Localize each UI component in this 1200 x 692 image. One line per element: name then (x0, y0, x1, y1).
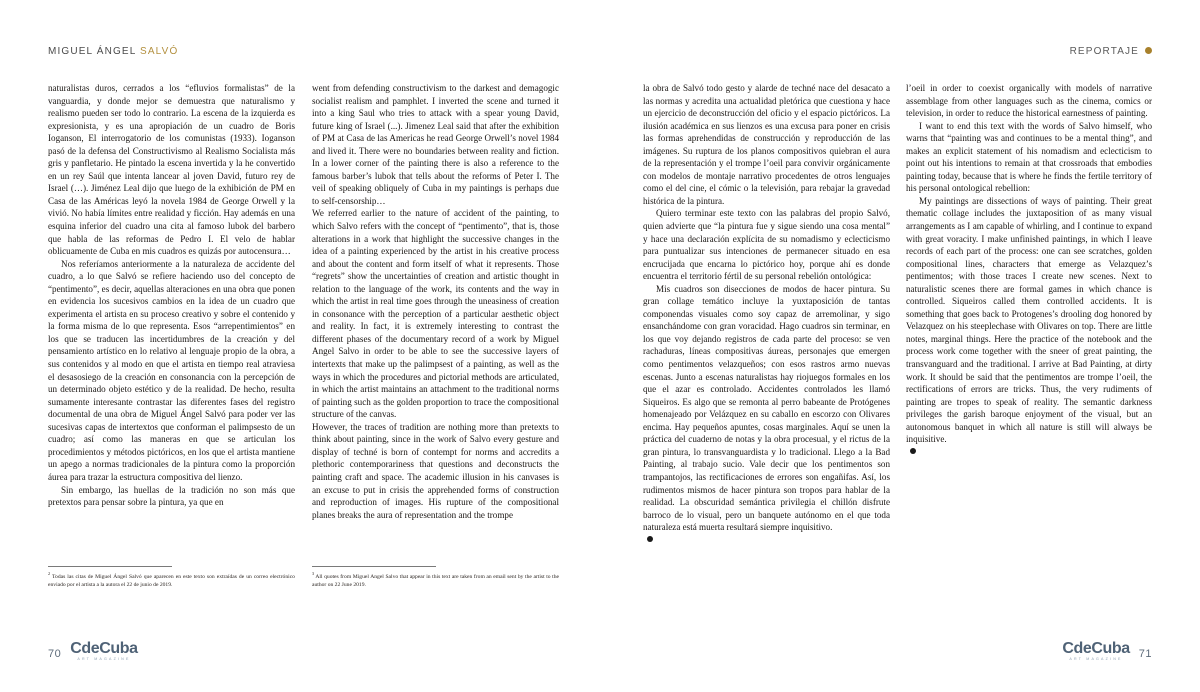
footnote-marker: 3 (312, 571, 315, 577)
text-column-1 (48, 82, 295, 509)
footnote-right (312, 566, 559, 590)
running-head-section: REPORTAJE (1069, 46, 1139, 57)
paragraph: went from defending constructivism to the darkest and demagogic socialist realism and pamphlet. I inverted the scene and turned it into a king Saul who tries to attack with a spear young David, future king of Israel (...). Jimenez Leal said that after the exhibition of PM at Casa de las Americas he read George Orwell’s novel 1984 and lived it. There were no boundaries between reality and fiction. In a lower corner of the painting there is also a reference to the famous barber’s lubok that tells about the reforms of Peter I. The veil of speaking obliquely of Cuba in my paintings is perhaps due to self-censorship… (312, 83, 559, 206)
block-quote: My paintings are dissections of ways of painting. Their great thematic collage includes the juxtaposition of as many visual arrangements as I am capable of whirling, and I continue to expand with great voracity. I make unfinished paintings, in which I leave records of each part of the process: one can see scratches, golden compositional lines, characters that emerge as Velazquez’s pentimentos; with those traces I create new scenes. Next to naturalistic scenes there are formal games in which chance is controlled. Siqueiros called them controlled accidents. It is something that goes back to Protogenes’s drooling dog honored by Velazquez on his steeplechase with Olivares on top. There are little notes, marginal things. Here the practice of the notebook and the process work come together with the sneer of great painting, the transvanguard and the traditional. I arrive at Bad Painting, at dirty work. It should be said that the pentimentos are trompe l’oeil, the rectifications of errors are tricks. Thus, the very rudiments of painting are tropes to speak of reality. The semantic darkness privileges the garish baroque enjoyment of the visual, but an autonomous banquet in which all nature is still will always be inquisitive. (906, 195, 1152, 445)
logo-wordmark: CdeCuba (70, 640, 138, 658)
footnote-rule (48, 566, 172, 567)
footnote-text: Todas las citas de Miguel Ángel Salvó que aparecen en este texto son extraídas de un correo electrónico enviado por el artista a la autora el 22 de junio de 2019. (48, 574, 295, 588)
block-quote: Mis cuadros son disecciones de modos de hacer pintura. Su gran collage temático incluye la yuxtaposición de tantas componendas visuales como soy capaz de arremolinar, y sigo ensanchándome con gran voracidad. Hago cuadros sin terminar, en los que voy dejando registros de cada parte del proceso: se ven rachaduras, líneas compositivas áureas, personajes que emergen como pentimentos velazqueños; con esos rastros armo nuevas escenas. Junto a escenas naturalistas hay riojuegos formales en los que el azar es controlado. Accidentes controlados les llamó Siqueiros. Es algo que se remonta al perro babeante de Protógenes homenajeado por Velázquez en su caballo en escorzo con Olivares encima. Hay pequeños apuntes, cosas marginales. Aquí se unen la práctica del cuaderno de notas y la obra procesual, y el rictus de la gran pintura, lo transvanguardista y lo tradicional. Llego a la Bad Painting, al trabajo sucio. Vale decir que los pentimentos son trampantojos, las rectificaciones de errores son engañifas. Así, los rudimentos mismos de hacer pintura son tropos para hablar de la realidad. La obscuridad semántica privilegia el chillón disfrute barroco de lo visual, pero un banquete autónomo en el que toda naturaleza está muerta resultará siempre inquisitivo. (643, 283, 890, 533)
paragraph: I want to end this text with the words of Salvo himself, who warns that “painting was and continues to be a mental thing”, and makes an explicit statement of his nomadism and eclecticism to point out his intentions to remain at that crossroads that embodies painting today, because that is where he finds the fertile territory of his personal ontological rebellion: (906, 120, 1152, 194)
paragraph: Nos referíamos anteriormente a la naturaleza de accidente del cuadro, a lo que Salvó se refiere haciendo uso del concepto de “pentimento”, es decir, aquellas alteraciones en una obra que ponen en evidencia los sucesivos cambios en la idea de un cuadro que experimenta el artista en su proceso creativo y sobre el contenido y la forma misma de lo que representa. Esos “arrepentimientos” en los que se traducen las incertidumbres de la creación y del pensamiento artístico en lo relativo al lenguaje propio de la obra, a sus contenidos y al modo en que el artista en tiempo real atraviesa el desasosiego de la creación en consonancia con la percepción de un determinado objeto estético y de la realidad. De hecho, resulta sumamente interesante contrastar las diferentes fases del registro documental de una obra de Miguel Ángel Salvó para poder ver las sucesivas capas de intertextos que conforman el palimpsesto de un cuadro; así como las maneras en que se articulan los procedimientos y métodos pictóricos, en los que el artista mantiene un apego a normas tradicionales de la pintura como la proporción áurea para trazar la estructura compositiva del lienzo. (48, 258, 295, 482)
footnote-body (48, 571, 295, 590)
page-gutter (600, 0, 601, 692)
magazine-logo (70, 641, 137, 662)
logo-tagline: ART MAGAZINE (1069, 657, 1123, 662)
page-number-right: 71 (1138, 648, 1152, 660)
paragraph: naturalistas duros, cerrados a los “efluvios formalistas” de la vanguardia, y donde mejor se demuestra que naturalismo y realismo pueden ser todo lo contrario. La escena de la izquierda es expresionista, y es una apropiación de un cuadro de Boris Ioganson, El interrogatorio de los comunistas (1933). Ioganson pasó de la defensa del Constructivismo al Realismo Socialista más gris y panfletario. He pintado la escena invertida y la he convertido en un rey Saúl que intenta lancear al joven David, futuro rey de Israel (…). Jiménez Leal dijo que luego de la exhibición de PM en Casa de las Américas leyó la novela 1984 de George Orwell y la vivió. No había límites entre realidad y ficción. Hay además en una esquina inferior del cuadro una cita al famoso lubok del barbero que habla de las reformas de Pedro I. El velo de hablar oblicuamente de Cuba en mis cuadros es quizás por autocensura… (48, 83, 295, 257)
paragraph: Quiero terminar este texto con las palabras del propio Salvó, quien advierte que “la pintura fue y sigue siendo una cosa mental” y hace una declaración explícita de su nomadismo y eclecticismo para puntualizar sus intenciones de permanecer situado en esa encrucijada que encarna lo pictórico hoy, porque ahí es donde encuentra el territorio fértil de su personal rebelión ontológica: (643, 208, 890, 282)
paragraph: We referred earlier to the nature of accident of the painting, to which Salvo refers with the concept of “pentimento”, that is, those alterations in a work that highlight the successive changes in the idea of a painting experienced by the artist in his creative process and about the content and form itself of what it represents. Those “regrets” show the uncertainties of creation and artistic thought in relation to the language of the work, its contents and the way in which the artist in real time goes through the uneasiness of creation in consonance with the perception of a particular aesthetic object and reality. In fact, it is extremely interesting to contrast the different phases of the documentary record of a work by Miguel Angel Salvo in order to be able to see the successive layers of intertexts that make up the palimpsest of a painting, as well as the ways in which the procedures and pictorial methods are articulated, in which the artist maintains an attachment to the traditional norms of painting such as the golden proportion to trace the compositional structure of the canvas. (312, 208, 559, 420)
text-column-3 (643, 82, 890, 546)
paragraph: However, the traces of tradition are nothing more than pretexts to think about painting, since in the work of Salvo every gesture and display of techné is born of contempt for norms and accredits a plethoric contemporariness that questions and deconstructs the painting craft and space. The academic illusion in his canvases is an excuse to put in crisis the apprehended forms of construction and reproduction of images. His rupture of the compositional planes breaks the aura of representation and the trompe (312, 421, 559, 520)
paragraph-endmark (906, 446, 1152, 459)
running-head-right (1070, 46, 1152, 57)
footnote-rule (312, 566, 436, 567)
running-head-artist-first: MIGUEL ÁNGEL (48, 46, 137, 57)
end-of-article-dot-icon (910, 448, 916, 454)
text-column-4 (906, 82, 1152, 458)
paragraph: la obra de Salvó todo gesto y alarde de techné nace del desacato a las normas y acredita una actualidad pletórica que cuestiona y hace un ejercicio de deconstrucción del oficio y el espacio pictóricos. La ilusión académica en sus lienzos es una excusa para poner en crisis las formas aprehendidas de construcción y reproducción de las imágenes. Su ruptura de los planos compositivos quiebran el aura de la representación y el trompe l’oeil para convivir orgánicamente con modelos de montaje narrativo procedentes de otros lenguajes como el del cine, el cómic o la televisión, para rebajar la gravedad histórica de la pintura. (643, 83, 890, 206)
footnote-text: All quotes from Miguel Angel Salvo that appear in this text are taken from an email sent by the artist to the author on 22 June 2019. (312, 574, 559, 588)
folio-left (48, 641, 138, 662)
paragraph: l’oeil in order to coexist organically with models of narrative assemblage from other languages such as the cinema, comics or television, in order to reduce the historical earnestness of painting. (906, 83, 1152, 119)
text-column-2 (312, 82, 559, 521)
magazine-logo (1062, 641, 1129, 662)
logo-wordmark: CdeCuba (1062, 640, 1130, 658)
logo-tagline: ART MAGAZINE (77, 657, 131, 662)
folio-right (1062, 641, 1152, 662)
footnote-marker: 2 (48, 571, 51, 577)
paragraph: Sin embargo, las huellas de la tradición no son más que pretextos para pensar sobre la pintura, ya que en (48, 484, 295, 508)
page-number-left: 70 (48, 648, 62, 660)
running-head-left (48, 46, 178, 57)
paragraph-endmark (643, 534, 890, 547)
footnote-body (312, 571, 559, 590)
footnote-left (48, 566, 295, 590)
running-head-artist-last: SALVÓ (140, 46, 179, 57)
end-of-article-dot-icon (647, 536, 653, 542)
bullet-dot-icon (1145, 47, 1152, 54)
